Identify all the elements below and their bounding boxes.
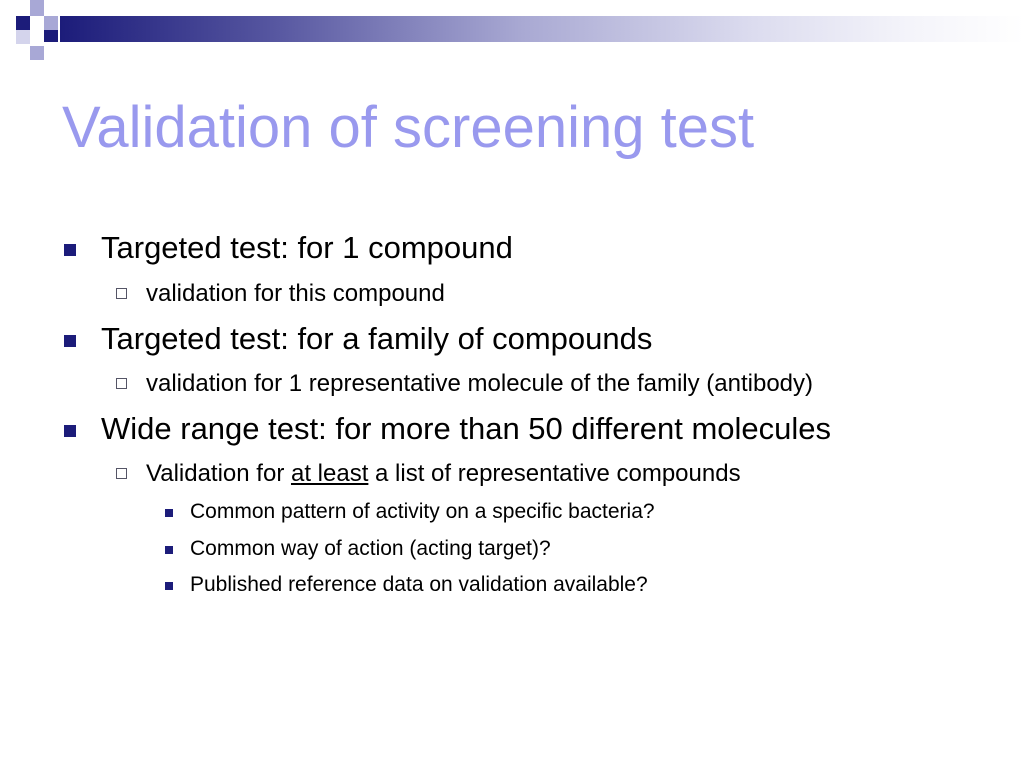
sub-bullet-text-before: Validation for: [146, 460, 291, 487]
header-square-decoration: [30, 46, 44, 60]
small-square-bullet-icon: [165, 509, 173, 517]
bullet-item: [101, 321, 652, 357]
bullet-text: Wide range test: for more than 50 different molecules: [101, 411, 832, 446]
small-square-bullet-icon: [165, 582, 173, 590]
header-square-decoration: [30, 0, 44, 16]
header-square-decoration: [16, 16, 30, 30]
sub-sub-bullet-item: [190, 573, 648, 597]
filled-square-bullet-icon: [64, 244, 76, 256]
hollow-square-bullet-icon: [116, 468, 127, 479]
sub-bullet-item: [146, 370, 813, 398]
sub-sub-bullet-item: [190, 537, 551, 561]
underlined-emphasis: at least: [290, 460, 369, 487]
slide-title: Validation of screening test: [62, 95, 755, 160]
header-square-decoration: [16, 30, 30, 44]
filled-square-bullet-icon: [64, 425, 76, 437]
header-square-decoration: [44, 16, 58, 30]
sub-bullet-text: validation for 1 representative molecule of the family (antibody): [146, 370, 814, 397]
bullet-item: [101, 411, 831, 447]
sub-sub-bullet-text: Published reference data on validation available?: [190, 573, 648, 596]
hollow-square-bullet-icon: [116, 288, 127, 299]
sub-bullet-text-after: a list of representative compounds: [368, 460, 741, 487]
sub-sub-bullet-text: Common pattern of activity on a specific bacteria?: [190, 500, 655, 523]
sub-bullet-text: validation for this compound: [146, 280, 445, 307]
hollow-square-bullet-icon: [116, 378, 127, 389]
sub-sub-bullet-item: [190, 500, 655, 524]
filled-square-bullet-icon: [64, 335, 76, 347]
sub-bullet-item: [146, 460, 741, 488]
bullet-text: Targeted test: for 1 compound: [101, 230, 513, 265]
header-gradient-bar: [60, 16, 1024, 42]
small-square-bullet-icon: [165, 546, 173, 554]
bullet-text: Targeted test: for a family of compounds: [101, 321, 653, 356]
sub-sub-bullet-text: Common way of action (acting target)?: [190, 537, 551, 560]
header-square-decoration: [44, 30, 58, 42]
bullet-item: [101, 230, 513, 266]
sub-bullet-item: [146, 280, 445, 308]
